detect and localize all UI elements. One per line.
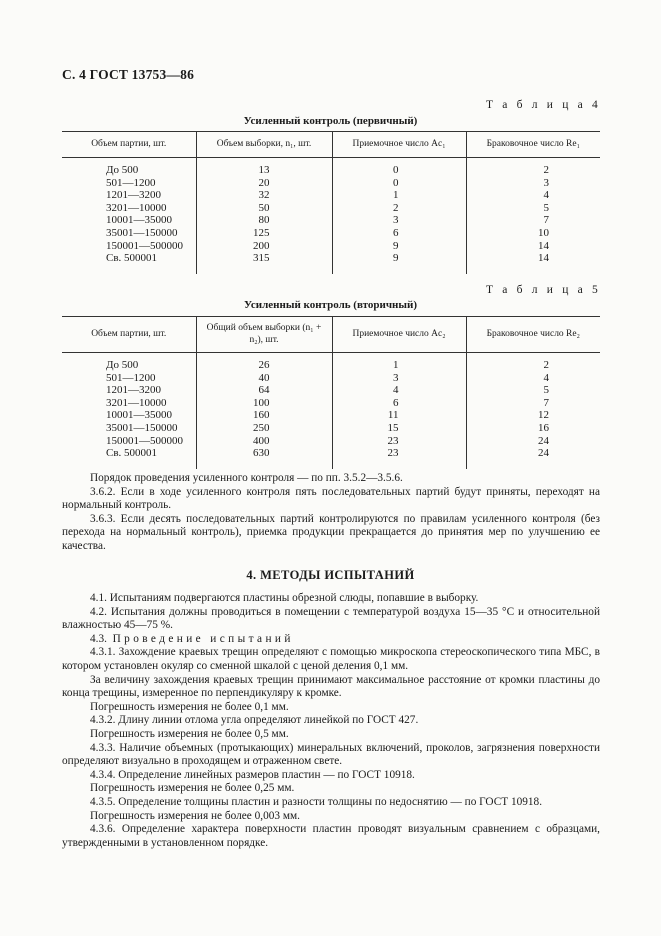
table-4-title: Усиленный контроль (первичный) — [243, 115, 418, 127]
text-block-4 — [62, 592, 600, 850]
table-4-header-rejection: Браковочное число Re₁ — [466, 132, 600, 158]
paragraph: Погрешность измерения не более 0,5 мм. — [90, 727, 289, 740]
table-spacer-row — [62, 460, 600, 469]
acceptance-cell: 3 — [332, 214, 466, 227]
rejection-cell: 14 — [466, 252, 600, 265]
paragraph-4-2: 4.2. Испытания должны проводиться в помещении с температурой воздуха 15—35 °С и относительной влажностью 45—75 %. — [62, 605, 600, 632]
table-4-header-sample-size: Объем выборки, n₁, шт. — [196, 132, 332, 158]
paragraph: Погрешность измерения не более 0,1 мм. — [90, 700, 289, 713]
table-row — [62, 214, 600, 227]
rejection-cell: 7 — [466, 397, 600, 410]
table-4 — [62, 131, 600, 274]
table-row — [62, 435, 600, 448]
acceptance-cell: 1 — [332, 359, 466, 372]
paragraph: 4.3.6. Определение характера поверхности пластин проводят визуальным сравнением с образцами, утвержденными в установленном порядке. — [62, 823, 600, 849]
lot-size-cell: 501—1200 — [106, 371, 156, 384]
lot-size-cell: 1201—3200 — [106, 384, 161, 397]
table-row — [62, 397, 600, 410]
table-row — [62, 240, 600, 253]
sample-size-cell: 50 — [196, 202, 332, 215]
lot-size-cell: 10001—35000 — [106, 409, 172, 422]
paragraph-4-3 — [62, 633, 600, 647]
sample-size-cell: 160 — [196, 409, 332, 422]
acceptance-cell: 6 — [332, 397, 466, 410]
rejection-cell: 14 — [466, 240, 600, 253]
table-spacer-cell — [332, 460, 466, 469]
acceptance-cell: 0 — [332, 177, 466, 190]
page-header: С. 4 ГОСТ 13753—86 — [62, 67, 195, 82]
sample-size-cell: 200 — [196, 240, 332, 253]
table-row — [62, 202, 600, 215]
table-row — [62, 422, 600, 435]
lot-size-cell: 1201—3200 — [106, 189, 161, 202]
sample-size-cell: 125 — [196, 227, 332, 240]
rejection-cell: 2 — [466, 164, 600, 177]
table-row — [62, 359, 600, 372]
acceptance-cell: 23 — [332, 435, 466, 448]
acceptance-cell: 0 — [332, 164, 466, 177]
rejection-cell: 24 — [466, 435, 600, 448]
table-5-header-lot-size: Объем партии, шт. — [62, 317, 196, 353]
rejection-cell: 12 — [466, 409, 600, 422]
sample-size-cell: 400 — [196, 435, 332, 448]
sample-size-cell: 32 — [196, 189, 332, 202]
table-row — [62, 384, 600, 397]
table-spacer-row — [62, 265, 600, 274]
table-5-header-acceptance: Приемочное число Ac₂ — [332, 317, 466, 353]
paragraph: Порядок проведения усиленного контроля — по пп. 3.5.2—3.5.6. — [90, 472, 403, 484]
acceptance-cell: 15 — [332, 422, 466, 435]
table-5-title: Усиленный контроль (вторичный) — [244, 299, 417, 311]
acceptance-cell: 4 — [332, 384, 466, 397]
sample-size-cell: 315 — [196, 252, 332, 265]
table-4-header-acceptance: Приемочное число Ac₁ — [332, 132, 466, 158]
paragraph: 4.3.1. Захождение краевых трещин определяют с помощью микроскопа стереоскопического типа МБС, в котором установлен окуляр со сменной шкалой с ценой деления 0,1 мм. — [62, 646, 600, 672]
paragraph: 4.3.5. Определение толщины пластин и разности толщины по недоснятию — по ГОСТ 10918. — [90, 795, 543, 808]
paragraph: 4.3.2. Длину линии отлома угла определяют линейкой по ГОСТ 427. — [90, 714, 419, 727]
sample-size-cell: 13 — [196, 164, 332, 177]
section-title: 4. МЕТОДЫ ИСПЫТАНИЙ — [246, 568, 415, 582]
lot-size-cell: 150001—500000 — [106, 239, 183, 252]
paragraph: За величину захождения краевых трещин принимают максимальное расстояние от кромки пластины до конца трещины, измеренное по перпендикуляру к кромке. — [62, 673, 600, 700]
table-row — [62, 409, 600, 422]
lot-size-cell: 3201—10000 — [106, 201, 167, 214]
sample-size-cell: 80 — [196, 214, 332, 227]
sample-size-cell: 26 — [196, 359, 332, 372]
table-row — [62, 189, 600, 202]
table-spacer-cell — [332, 265, 466, 274]
rejection-cell: 4 — [466, 189, 600, 202]
sample-size-cell: 250 — [196, 422, 332, 435]
lot-size-cell: 150001—500000 — [106, 434, 183, 447]
rejection-cell: 3 — [466, 177, 600, 190]
lot-size-cell: Св. 500001 — [106, 252, 158, 265]
sample-size-cell: 100 — [196, 397, 332, 410]
paragraph-4-3-number: 4.3. — [90, 632, 107, 645]
rejection-cell: 5 — [466, 202, 600, 215]
paragraph: 4.3.4. Определение линейных размеров пластин — по ГОСТ 10918. — [90, 768, 415, 781]
acceptance-cell: 1 — [332, 189, 466, 202]
paragraph: 3.6.3. Если десять последовательных партий контролируются по правилам усиленного контроля (без перехода на нормальный контроль), приемка продукции прекращается до принятия мер по улучшению ее качества. — [62, 512, 600, 552]
lot-size-cell: 10001—35000 — [106, 214, 172, 227]
acceptance-cell: 9 — [332, 252, 466, 265]
acceptance-cell: 11 — [332, 409, 466, 422]
table-5 — [62, 316, 600, 469]
rejection-cell: 24 — [466, 447, 600, 460]
lot-size-cell: 35001—150000 — [106, 421, 178, 434]
acceptance-cell: 6 — [332, 227, 466, 240]
table-4-body — [62, 158, 600, 274]
rejection-cell: 16 — [466, 422, 600, 435]
table-5-header-rejection: Браковочное число Re₂ — [466, 317, 600, 353]
lot-size-cell: 501—1200 — [106, 176, 156, 189]
paragraph: Погрешность измерения не более 0,003 мм. — [90, 809, 300, 822]
table-row — [62, 227, 600, 240]
table-row — [62, 252, 600, 265]
lot-size-cell: До 500 — [106, 359, 139, 371]
lot-size-cell: 3201—10000 — [106, 396, 167, 409]
table-spacer-cell — [196, 265, 332, 274]
paragraph: 3.6.2. Если в ходе усиленного контроля пять последовательных партий будут приняты, переходят на нормальный контроль. — [62, 485, 600, 512]
rejection-cell: 7 — [466, 214, 600, 227]
rejection-cell: 4 — [466, 372, 600, 385]
paragraph-4-3-title: Проведение испытаний — [112, 632, 294, 645]
acceptance-cell: 3 — [332, 372, 466, 385]
lot-size-cell: 35001—150000 — [106, 226, 178, 239]
table-5-body — [62, 353, 600, 469]
table-spacer-cell — [466, 265, 600, 274]
table-row — [62, 447, 600, 460]
table-4-number: Т а б л и ц а 4 — [485, 99, 601, 111]
paragraph: Погрешность измерения не более 0,25 мм. — [90, 782, 295, 795]
sample-size-cell: 40 — [196, 372, 332, 385]
table-4-header-lot-size: Объем партии, шт. — [62, 132, 196, 158]
sample-size-cell: 630 — [196, 447, 332, 460]
rejection-cell: 2 — [466, 359, 600, 372]
table-5-header-sample-size: Общий объем выборки (n₁ + n₂), шт. — [196, 317, 332, 353]
table-spacer-cell — [62, 265, 196, 274]
acceptance-cell: 9 — [332, 240, 466, 253]
table-spacer-cell — [62, 460, 196, 469]
rejection-cell: 5 — [466, 384, 600, 397]
text-block-3-6 — [62, 472, 600, 554]
sample-size-cell: 20 — [196, 177, 332, 190]
rejection-cell: 10 — [466, 227, 600, 240]
acceptance-cell: 23 — [332, 447, 466, 460]
sample-size-cell: 64 — [196, 384, 332, 397]
table-5-number: Т а б л и ц а 5 — [485, 284, 601, 296]
lot-size-cell: Св. 500001 — [106, 447, 158, 460]
table-row — [62, 372, 600, 385]
table-spacer-cell — [196, 460, 332, 469]
lot-size-cell: До 500 — [106, 164, 139, 176]
paragraph-4-1: 4.1. Испытаниям подвергаются пластины обрезной слюды, попавшие в выборку. — [90, 592, 479, 604]
acceptance-cell: 2 — [332, 202, 466, 215]
table-row — [62, 177, 600, 190]
table-row — [62, 164, 600, 177]
paragraph: 4.3.3. Наличие объемных (протыкающих) минеральных включений, проколов, загрязнения поверхности определяют визуально в проходящем и отраженном свете. — [62, 741, 600, 768]
table-spacer-cell — [466, 460, 600, 469]
